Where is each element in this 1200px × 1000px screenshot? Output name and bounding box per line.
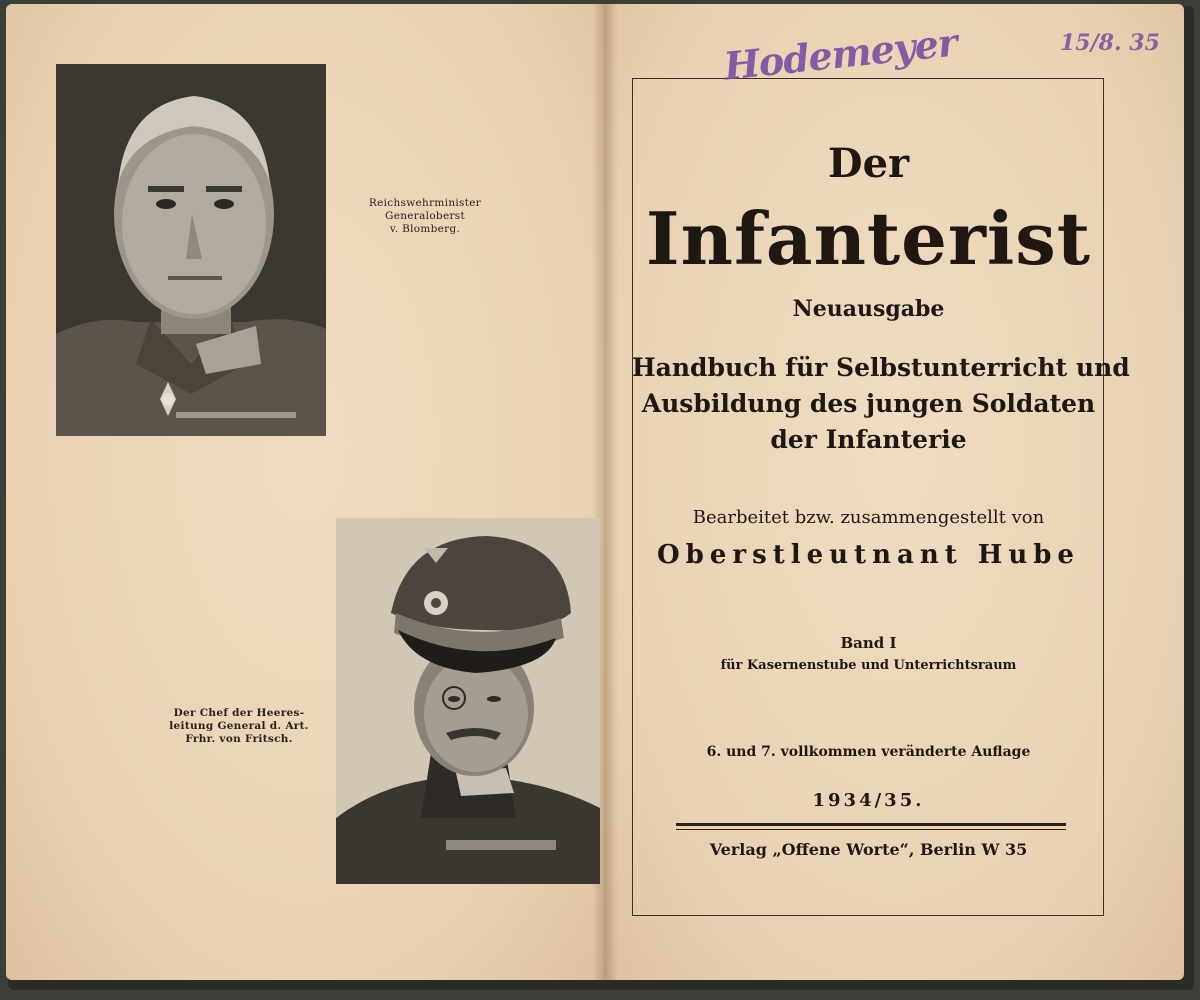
caption-line: Generaloberst — [385, 210, 465, 222]
publisher-line: Verlag „Offene Worte“, Berlin W 35 — [709, 840, 1028, 859]
caption-line: Reichswehrminister — [368, 197, 482, 209]
caption-line: Der Chef der Heeres- — [173, 707, 305, 719]
publisher-rule-thick — [676, 823, 1066, 826]
portrait-top-caption — [355, 197, 495, 236]
book-title: Infanterist — [645, 196, 1092, 281]
caption-line: v. Blomberg. — [389, 223, 461, 235]
volume-subtitle: für Kasernenstube und Unterrichtsraum — [720, 658, 1017, 673]
portrait-bottom-caption — [148, 707, 330, 746]
portrait-photo-bottom — [336, 518, 600, 884]
book-subtitle: Neuausgabe — [792, 296, 945, 322]
book-description — [632, 350, 1130, 458]
caption-line: Frhr. von Fritsch. — [185, 733, 293, 745]
volume-label: Band I — [840, 634, 897, 652]
title-article: Der — [827, 140, 910, 187]
caption-line: leitung General d. Art. — [169, 720, 309, 732]
edition-line: 6. und 7. vollkommen veränderte Auflage — [706, 744, 1031, 760]
publication-year: 1934/35. — [812, 790, 925, 811]
description-line: Ausbildung des jungen Soldaten — [641, 389, 1096, 418]
compiled-by-line: Bearbeitet bzw. zusammengestellt von — [692, 507, 1045, 528]
publisher-rule-thin — [676, 829, 1066, 830]
description-line: Handbuch für Selbstunterricht und — [632, 353, 1130, 382]
stamp-date: 15/8. 35 — [1060, 30, 1160, 56]
ownership-stamp: Hodemeyer — [721, 19, 959, 89]
author-name: Oberstleutnant Hube — [657, 540, 1080, 570]
portrait-photo-top — [56, 64, 326, 436]
description-line: der Infanterie — [770, 425, 967, 454]
